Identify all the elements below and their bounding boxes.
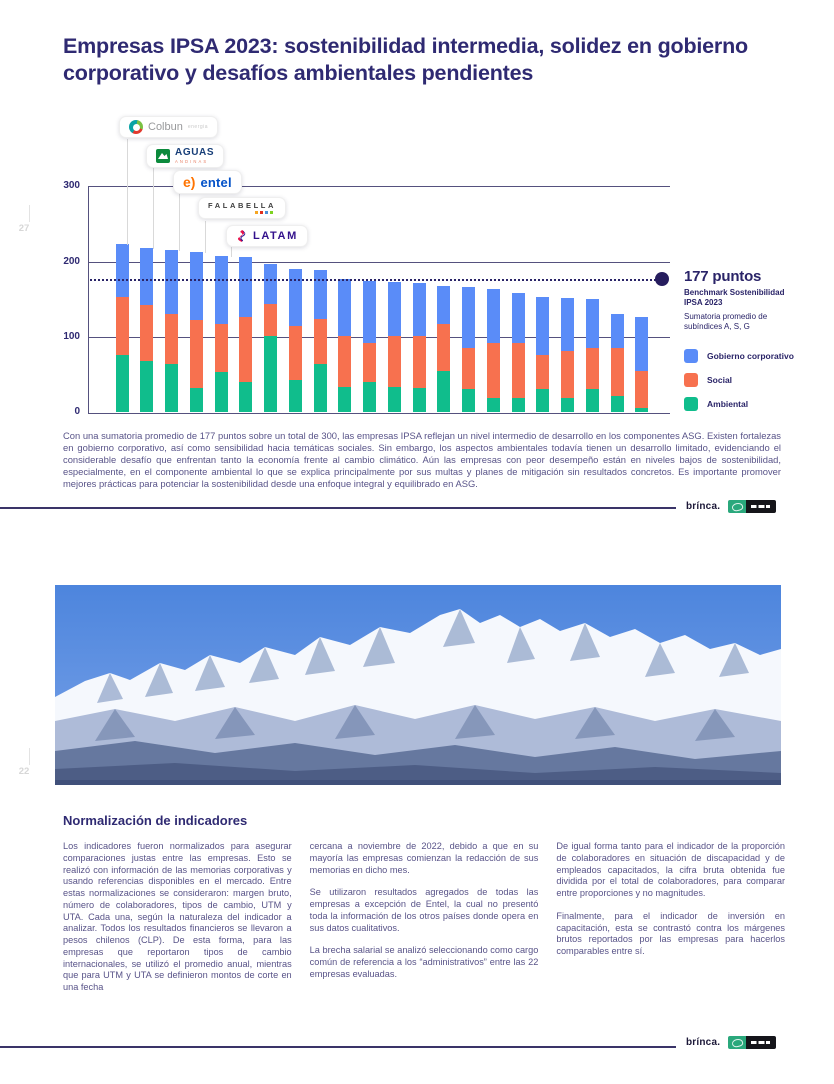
callout-aguas-andinas (146, 144, 224, 168)
segment-social (512, 343, 525, 398)
segment-gobierno-corporativo (413, 283, 426, 335)
segment-social (215, 324, 228, 372)
column-2-paragraph-1: cercana a noviembre de 2022, debido a que en su mayoría las empresas comienzan la redacción de sus memorias en dicho mes. (309, 841, 539, 875)
latam-logo-label: LATAM (253, 230, 298, 242)
chart-plot-area (88, 186, 670, 413)
colbun-logo-icon (129, 120, 143, 134)
entel-logo-label: entel (200, 174, 232, 190)
column-2-paragraph-3: La brecha salarial se analizó seleccionando como cargo común de referencia a los “administrativos” entre las 22 empresas evaluadas. (309, 945, 539, 979)
segment-social (338, 336, 351, 387)
bar-18 (536, 297, 549, 412)
segment-gobierno-corporativo (611, 314, 624, 348)
bar-7 (264, 264, 277, 412)
segment-ambiental (363, 382, 376, 412)
legend-swatch-governance (684, 349, 698, 363)
segment-ambiental (116, 355, 129, 413)
segment-ambiental (561, 398, 574, 412)
colbun-logo-sublabel: energia (187, 124, 209, 130)
falabella-logo-dots-icon (255, 211, 273, 214)
segment-gobierno-corporativo (363, 281, 376, 343)
segment-social (165, 314, 178, 363)
callout-falabella (198, 197, 286, 219)
legend-swatch-social (684, 373, 698, 387)
segment-ambiental (635, 408, 648, 412)
segment-social (611, 348, 624, 396)
benchmark-annotation (684, 268, 814, 333)
segment-social (239, 317, 252, 381)
segment-gobierno-corporativo (338, 279, 351, 337)
y-axis-line (88, 186, 89, 413)
page-number-bottom: 22 (18, 766, 30, 777)
bar-19 (561, 298, 574, 412)
segment-social (635, 371, 648, 408)
benchmark-dotted-line (90, 279, 656, 281)
partner-badge-black-icon-bottom (746, 1036, 776, 1049)
segment-social (314, 319, 327, 364)
chart-legend (684, 349, 794, 411)
bar-1-colbun (116, 244, 129, 412)
segment-social (462, 348, 475, 390)
partner-badge-green-icon (728, 500, 746, 513)
colbun-logo-label: Colbun (148, 121, 183, 133)
ytick-100: 100 (63, 331, 80, 342)
page-title: Empresas IPSA 2023: sostenibilidad intermedia, solidez en gobierno corporativo y desafíos ambientales pendientes (63, 34, 748, 86)
summary-paragraph: Con una sumatoria promedio de 177 puntos sobre un total de 300, las empresas IPSA reflejan un nivel intermedio de desarrollo en los componentes ASG. Existen fortalezas en gobierno corporativo, así como sensibilidad hacia temáticas sociales. Sin embargo, los aspectos ambientales todavía tienen un desarrollo limitado, evidenciando el considerable desafío que enfrentan tanto la economía frente al cambio climático. Aún las empresas con peor desempeño están en niveles bajos de sostenibilidad, especialmente, en el componente ambiental lo que se explica principalmente por sus multas y planes de mitigación sin resultados concretos. Es importante promover mejores prácticas para potenciar la sostenibilidad desde una enfoque integral y equilibrado en ASG. (63, 430, 781, 490)
segment-ambiental (462, 389, 475, 412)
callout-latam (226, 225, 308, 247)
segment-gobierno-corporativo (536, 297, 549, 355)
segment-gobierno-corporativo (561, 298, 574, 351)
callout-colbun (119, 116, 218, 138)
segment-social (264, 304, 277, 337)
partner-badge-black-icon (746, 500, 776, 513)
connector-aguas (153, 167, 154, 249)
text-columns (63, 841, 785, 1005)
segment-ambiental (512, 398, 525, 412)
partner-badge-bottom (728, 1036, 776, 1049)
segment-ambiental (338, 387, 351, 412)
bar-8 (289, 269, 302, 412)
segment-social (363, 343, 376, 382)
column-3 (556, 841, 785, 1005)
segment-gobierno-corporativo (140, 248, 153, 305)
segment-ambiental (586, 389, 599, 412)
segment-gobierno-corporativo (289, 269, 302, 326)
brinca-logo-bottom: brínca. (686, 1037, 721, 1048)
gridline-0 (88, 413, 670, 414)
benchmark-subtitle-bold: Benchmark Sostenibilidad IPSA 2023 (684, 288, 785, 308)
page-number-top: 27 (18, 223, 30, 234)
bar-20 (586, 299, 599, 412)
mountain-photo (55, 585, 781, 785)
segment-gobierno-corporativo (264, 264, 277, 304)
aguas-andinas-logo-label: AGUAS ANDINAS (175, 147, 215, 164)
segment-social (140, 305, 153, 362)
segment-gobierno-corporativo (512, 293, 525, 343)
legend-social: Social (684, 373, 794, 387)
bar-22 (635, 317, 648, 412)
segment-social (289, 326, 302, 381)
segment-social (586, 348, 599, 390)
segment-ambiental (536, 389, 549, 413)
segment-gobierno-corporativo (487, 289, 500, 344)
column-1-paragraph: Los indicadores fueron normalizados para asegurar comparaciones justas entre las empresas. Esto se realizó con información de las memorias corporativas y usando referencias disponibles en el mercado. Entre estas normalizaciones se consideraron: margen bruto, número de colaboradores, tipos de cambio, UTM y UTA. Cada una, según la naturaleza del indicador a analizar. Todos los resultados financieros se llevaron a pesos chilenos (CLP). De esta forma, para las empresas que reportaron tipos de cambio internacionales, se utilizó el promedio anual, mientras que para UTM y UTA se definieron montos de corte en una fecha (63, 841, 292, 993)
segment-gobierno-corporativo (586, 299, 599, 347)
segment-ambiental (388, 387, 401, 412)
segment-ambiental (264, 336, 277, 412)
bar-11 (363, 281, 376, 412)
connector-falabella (205, 221, 206, 253)
segment-social (561, 351, 574, 397)
bar-10 (338, 279, 351, 412)
segment-ambiental (190, 388, 203, 412)
bar-16 (487, 289, 500, 412)
connector-entel (179, 194, 180, 251)
segment-ambiental (413, 388, 426, 412)
segment-social (388, 336, 401, 388)
segment-ambiental (289, 380, 302, 412)
segment-ambiental (215, 372, 228, 412)
segment-social (413, 336, 426, 388)
ytick-300: 300 (63, 180, 80, 191)
connector-colbun (127, 139, 128, 245)
segment-social (437, 324, 450, 371)
partner-badge-green-icon-bottom (728, 1036, 746, 1049)
bar-12 (388, 282, 401, 412)
ytick-0: 0 (74, 406, 80, 417)
top-footer-divider (0, 507, 676, 509)
segment-ambiental (437, 371, 450, 412)
bottom-footer-divider (0, 1046, 676, 1048)
segment-gobierno-corporativo (190, 252, 203, 319)
bar-2-aguas-andinas (140, 248, 153, 412)
callout-entel (173, 170, 242, 194)
column-2 (310, 841, 539, 1005)
bar-14 (437, 286, 450, 412)
bar-21 (611, 314, 624, 412)
ytick-200: 200 (63, 256, 80, 267)
segment-gobierno-corporativo (437, 286, 450, 325)
page-tick-bottom (29, 748, 30, 765)
column-3-paragraph-2: Finalmente, para el indicador de inversión en capacitación, esta se contrastó contra los márgenes brutos reportados por las empresas para hacerlos comparables entre sí. (556, 910, 786, 957)
segment-gobierno-corporativo (116, 244, 129, 297)
column-2-paragraph-2: Se utilizaron resultados agregados de todas las empresas a excepción de Entel, la cual no presentó toda la información de los otros países donde opera en sus datos cualitativos. (309, 887, 539, 933)
bar-13 (413, 283, 426, 412)
segment-ambiental (239, 382, 252, 412)
bar-3-entel (165, 250, 178, 412)
segment-ambiental (487, 398, 500, 412)
segment-ambiental (140, 361, 153, 412)
top-footer-logos (686, 500, 806, 513)
segment-gobierno-corporativo (388, 282, 401, 336)
section-heading: Normalización de indicadores (63, 813, 248, 828)
connector-latam (231, 247, 232, 257)
segment-gobierno-corporativo (239, 257, 252, 318)
legend-swatch-environment (684, 397, 698, 411)
segment-gobierno-corporativo (314, 270, 327, 319)
legend-governance: Gobierno corporativo (684, 349, 794, 363)
bar-9 (314, 270, 327, 412)
segment-gobierno-corporativo (215, 256, 228, 324)
segment-gobierno-corporativo (635, 317, 648, 371)
segment-social (190, 320, 203, 388)
bar-15 (462, 287, 475, 412)
aguas-andinas-logo-icon (156, 149, 170, 163)
benchmark-value: 177 puntos (684, 268, 762, 285)
page-tick-top (29, 205, 30, 222)
column-1 (63, 841, 292, 1005)
segment-ambiental (165, 364, 178, 412)
segment-gobierno-corporativo (462, 287, 475, 348)
bar-4-falabella (190, 252, 203, 412)
benchmark-subtitle: Sumatoria promedio de subíndices A, S, G (684, 311, 768, 332)
benchmark-dot (655, 272, 669, 286)
column-3-paragraph-1: De igual forma tanto para el indicador de la proporción de colaboradores en situación de discapacidad y de empleados capacitados, la cifra bruta obtenida fue dividida por el total de colaboradores, para comparar entre proporciones y no magnitudes. (556, 841, 786, 899)
bottom-footer-logos (686, 1036, 806, 1049)
bar-17 (512, 293, 525, 412)
partner-badge (728, 500, 776, 513)
entel-logo-icon: e) (183, 174, 196, 190)
segment-social (487, 343, 500, 398)
falabella-logo-label: FALABELLA (208, 201, 276, 210)
latam-logo-icon (236, 229, 248, 243)
segment-social (116, 297, 129, 355)
legend-environment: Ambiental (684, 397, 794, 411)
brinca-logo: brínca. (686, 501, 721, 512)
segment-ambiental (314, 364, 327, 412)
segment-gobierno-corporativo (165, 250, 178, 314)
segment-social (536, 355, 549, 389)
segment-ambiental (611, 396, 624, 412)
